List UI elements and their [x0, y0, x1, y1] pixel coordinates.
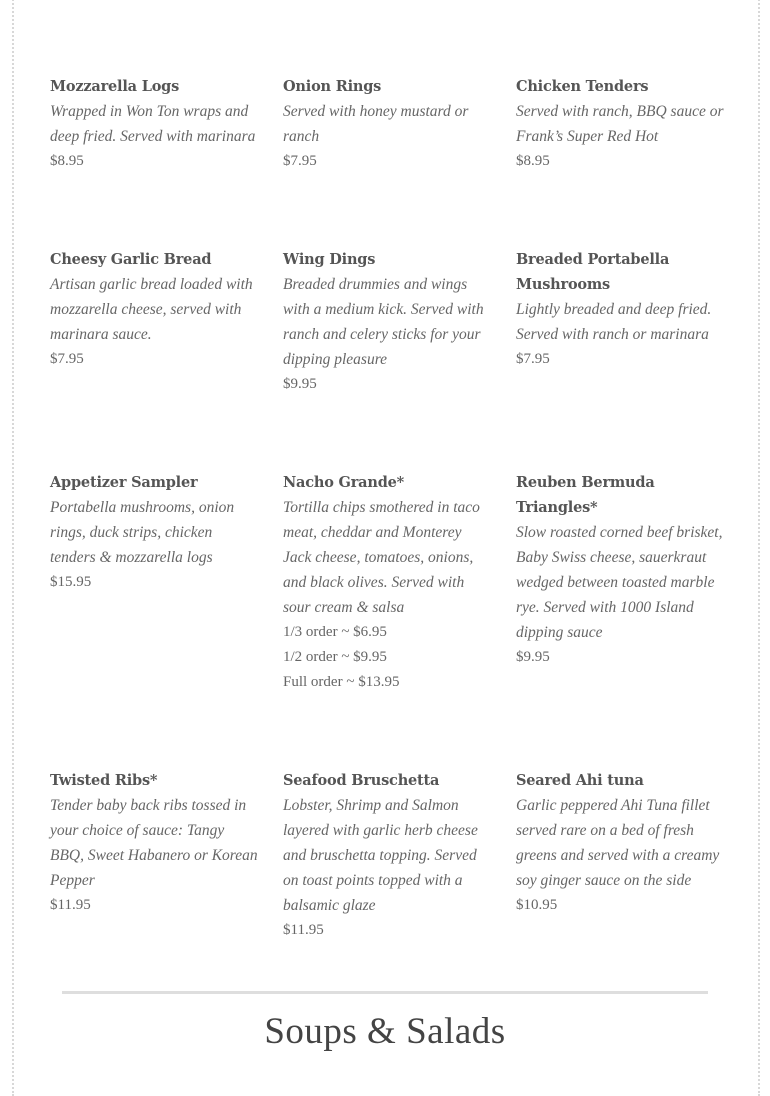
menu-item	[283, 470, 491, 695]
menu-item	[50, 768, 258, 918]
menu-item-name: Wing Dings	[283, 251, 376, 268]
menu-item-name: Onion Rings	[283, 78, 382, 95]
menu-item	[50, 247, 258, 372]
menu-item-price: $8.95	[516, 153, 550, 169]
menu-item	[283, 768, 491, 943]
menu-item-description: Breaded drummies and wings with a medium kick. Served with ranch and celery sticks for your dipping pleasure	[283, 276, 484, 368]
menu-item-price: $9.95	[283, 376, 317, 392]
menu-item-description: Portabella mushrooms, onion rings, duck strips, chicken tenders & mozzarella logs	[50, 499, 235, 566]
menu-item-price: $7.95	[50, 351, 84, 367]
menu-item	[516, 74, 724, 174]
menu-item-description: Served with honey mustard or ranch	[283, 103, 469, 145]
section-divider	[62, 991, 708, 994]
menu-item-name: Breaded Portabella Mushrooms	[516, 251, 670, 293]
menu-item	[283, 247, 491, 397]
menu-item-description: Tender baby back ribs tossed in your choice of sauce: Tangy BBQ, Sweet Habanero or Korean Pepper	[50, 797, 258, 889]
menu-item-description: Lightly breaded and deep fried. Served with ranch or marinara	[516, 301, 712, 343]
menu-item-name: Mozzarella Logs	[50, 78, 180, 95]
menu-item-price: Full order ~ $13.95	[283, 674, 400, 690]
menu-item	[516, 768, 724, 918]
menu-item-name: Seared Ahi tuna	[516, 772, 644, 789]
menu-item	[50, 470, 258, 595]
menu-item-description: Lobster, Shrimp and Salmon layered with garlic herb cheese and bruschetta topping. Served on toast points topped with a balsamic glaze	[283, 797, 478, 914]
menu-item-name: Reuben Bermuda Triangles*	[516, 474, 655, 516]
menu-item-price: 1/3 order ~ $6.95	[283, 624, 387, 640]
menu-item-description: Artisan garlic bread loaded with mozzarella cheese, served with marinara sauce.	[50, 276, 253, 343]
menu-item-price: 1/2 order ~ $9.95	[283, 649, 387, 665]
menu-item	[283, 74, 491, 174]
menu-item-price: $11.95	[50, 897, 91, 913]
menu-item-name: Appetizer Sampler	[50, 474, 198, 491]
section-title-soups-salads: Soups & Salads	[264, 1011, 506, 1052]
menu-item	[516, 470, 724, 670]
menu-item-price: $7.95	[516, 351, 550, 367]
menu-item-description: Served with ranch, BBQ sauce or Frank’s Super Red Hot	[516, 103, 724, 145]
menu-item-description: Tortilla chips smothered in taco meat, cheddar and Monterey Jack cheese, tomatoes, onions, and black olives. Served with sour cream & salsa	[283, 499, 480, 616]
menu-item-name: Nacho Grande*	[283, 474, 405, 491]
menu-item-name: Seafood Bruschetta	[283, 772, 440, 789]
menu-item-description: Slow roasted corned beef brisket, Baby Swiss cheese, sauerkraut wedged between toasted marble rye. Served with 1000 Island dipping sauce	[516, 524, 723, 641]
menu-item-name: Chicken Tenders	[516, 78, 649, 95]
menu-item-price: $15.95	[50, 574, 92, 590]
menu-item-description: Garlic peppered Ahi Tuna fillet served rare on a bed of fresh greens and served with a creamy soy ginger sauce on the side	[516, 797, 720, 889]
menu-item-price: $10.95	[516, 897, 558, 913]
menu-item-price: $11.95	[283, 922, 324, 938]
menu-item	[50, 74, 258, 174]
menu-item-price: $9.95	[516, 649, 550, 665]
menu-item-price: $7.95	[283, 153, 317, 169]
menu-item	[516, 247, 724, 372]
menu-item-description: Wrapped in Won Ton wraps and deep fried. Served with marinara	[50, 103, 256, 145]
menu-item-name: Twisted Ribs*	[50, 772, 158, 789]
menu-item-name: Cheesy Garlic Bread	[50, 251, 212, 268]
menu-item-price: $8.95	[50, 153, 84, 169]
